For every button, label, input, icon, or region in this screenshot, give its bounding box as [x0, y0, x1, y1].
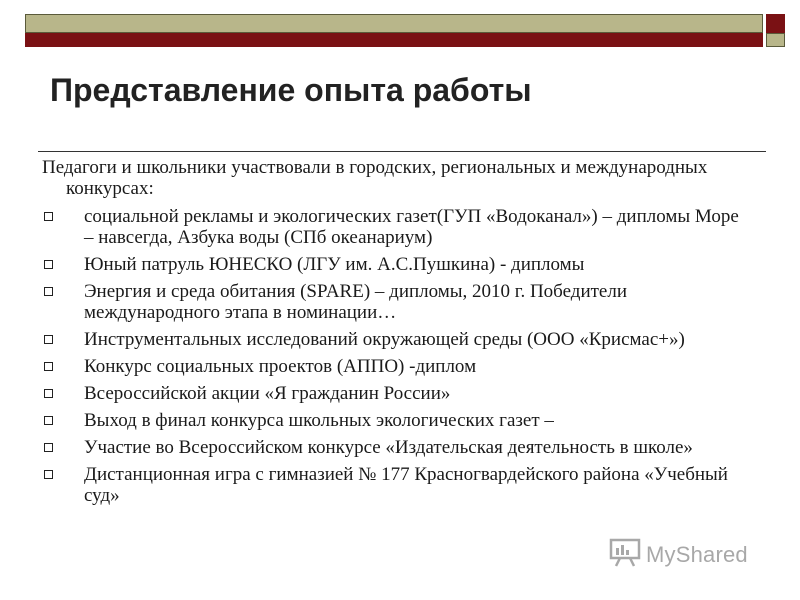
square-bullet-icon	[44, 335, 53, 344]
header-bar-red	[25, 33, 763, 47]
myshared-watermark	[608, 537, 748, 572]
square-bullet-icon	[44, 212, 53, 221]
header-corner-square-olive	[766, 33, 785, 47]
square-bullet-icon	[44, 470, 53, 479]
list-item-text: Дистанционная игра с гимназией № 177 Красногвардейского района «Учебный суд»	[84, 464, 728, 506]
list-item-text: Юный патруль ЮНЕСКО (ЛГУ им. А.С.Пушкина) - дипломы	[84, 254, 585, 275]
watermark-brand: MyShared	[646, 541, 748, 567]
list-item	[42, 329, 752, 350]
slide-title: Представление опыта работы	[50, 72, 532, 108]
header-bar-olive	[25, 14, 763, 33]
list-item	[42, 437, 752, 458]
bullet-list	[42, 206, 752, 512]
list-item	[42, 254, 752, 275]
title-divider	[38, 151, 766, 152]
intro-paragraph: Педагоги и школьники участвовали в городских, региональных и международных конкурсах:	[42, 157, 708, 199]
list-item-text: Энергия и среда обитания (SPARE) – дипломы, 2010 г. Победители международного этапа в номинации…	[84, 281, 628, 323]
list-item	[42, 206, 752, 248]
square-bullet-icon	[44, 362, 53, 371]
square-bullet-icon	[44, 416, 53, 425]
list-item-text: Инструментальных исследований окружающей среды (ООО «Крисмас+»)	[84, 329, 685, 350]
list-item-text: Конкурс социальных проектов (АППО) -диплом	[84, 356, 477, 377]
list-item	[42, 383, 752, 404]
square-bullet-icon	[44, 260, 53, 269]
list-item	[42, 410, 752, 431]
list-item	[42, 464, 752, 506]
list-item-text: Выход в финал конкурса школьных экологических газет –	[84, 410, 554, 431]
list-item	[42, 281, 752, 323]
square-bullet-icon	[44, 443, 53, 452]
list-item-text: Участие во Всероссийском конкурсе «Издательская деятельность в школе»	[84, 437, 693, 458]
square-bullet-icon	[44, 389, 53, 398]
square-bullet-icon	[44, 287, 53, 296]
projector-screen-icon	[608, 537, 642, 572]
list-item-text: Всероссийской акции «Я гражданин России»	[84, 383, 451, 404]
header-corner-square-red	[766, 14, 785, 33]
list-item-text: социальной рекламы и экологических газет(ГУП «Водоканал») – дипломы Море – навсегда, Азбука воды (СПб океанариум)	[84, 206, 739, 248]
list-item	[42, 356, 752, 377]
